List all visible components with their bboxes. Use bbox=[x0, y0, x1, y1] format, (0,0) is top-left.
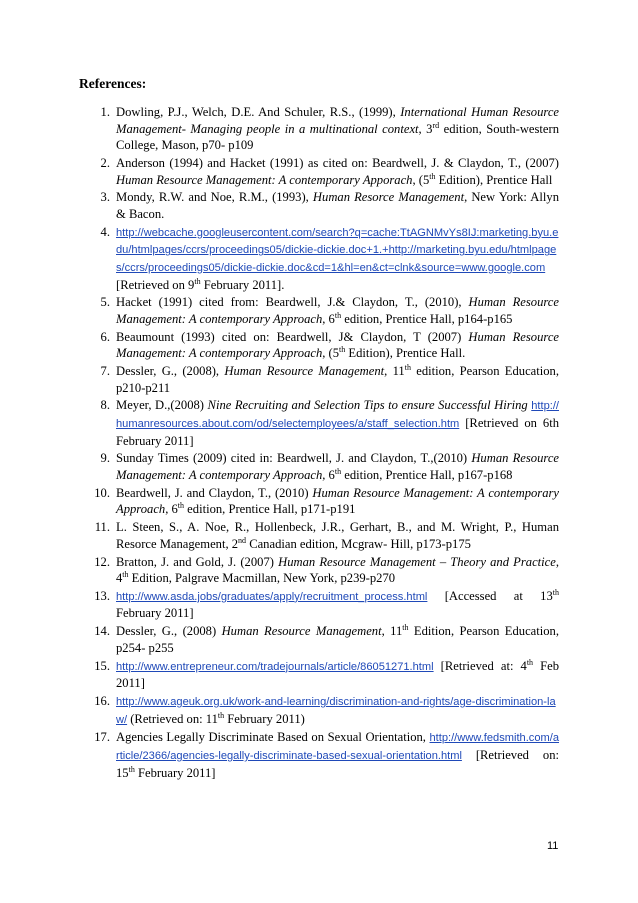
reference-text: edition, Prentice Hall, p167-p168 bbox=[341, 467, 513, 482]
reference-text: edition, Prentice Hall, p171-p191 bbox=[184, 502, 356, 517]
reference-text: , 4 bbox=[116, 554, 559, 586]
reference-text: Canadian edition, Mcgraw- Hill, p173-p175 bbox=[246, 536, 471, 551]
reference-text: [Retrieved at: 4 bbox=[433, 658, 527, 673]
reference-text: Hacket (1991) cited from: Beardwell, J.& Claydon, T., (2010), bbox=[116, 295, 469, 310]
ordinal-suffix: rd bbox=[432, 120, 440, 130]
reference-number: 14. bbox=[94, 624, 110, 639]
reference-number: 13. bbox=[94, 588, 110, 603]
reference-text: (Retrieved on: 11 bbox=[127, 711, 218, 726]
reference-text: edition, South-western College, Mason, p70- p109 bbox=[116, 121, 559, 153]
reference-text: [Retrieved on 9 bbox=[116, 277, 195, 292]
ordinal-suffix: th bbox=[339, 345, 346, 355]
reference-text: Sunday Times (2009) cited in: Beardwell, J. and Claydon, T.,(2010) bbox=[116, 451, 472, 466]
reference-text: Beaumount (1993) cited on: Beardwell, J& Claydon, T (2007) bbox=[116, 329, 469, 344]
reference-text: , 3 bbox=[418, 121, 433, 136]
reference-text: Dessler, G., (2008) bbox=[116, 624, 222, 639]
reference-title: Human Resource Management: A contemporary Approach, bbox=[116, 451, 560, 482]
reference-item bbox=[79, 554, 559, 587]
reference-text: [Accessed at 13 bbox=[427, 588, 553, 603]
reference-number: 15. bbox=[94, 658, 110, 673]
reference-title: Nine Recruiting and Selection Tips to ensure Successful Hiring bbox=[207, 398, 528, 413]
reference-text: Dowling, P.J., Welch, D.E. And Schuler, R.S., (1999), bbox=[116, 105, 401, 119]
reference-title: Human Resorce Management bbox=[312, 190, 465, 205]
reference-text: , 6 bbox=[165, 502, 178, 517]
ordinal-suffix: th bbox=[122, 569, 129, 579]
reference-text: February 2011] bbox=[116, 606, 194, 621]
references-heading: References: bbox=[79, 76, 147, 91]
reference-item bbox=[79, 588, 559, 622]
reference-item bbox=[79, 693, 559, 728]
page-number: 11 bbox=[547, 840, 559, 852]
ordinal-suffix: th bbox=[334, 466, 342, 476]
reference-list bbox=[79, 104, 559, 782]
reference-text: 6 bbox=[325, 467, 335, 482]
reference-link[interactable]: http://www.entrepreneur.com/tradejournals/article/86051271.html bbox=[116, 660, 434, 673]
ordinal-suffix: th bbox=[334, 310, 342, 320]
reference-title: Human Resource Management: A contemporary Apporach bbox=[116, 172, 413, 187]
reference-number: 7. bbox=[100, 364, 110, 379]
ordinal-suffix: th bbox=[404, 362, 411, 372]
reference-text: edition, Prentice Hall, p164-p165 bbox=[341, 311, 513, 326]
reference-item bbox=[79, 485, 559, 518]
reference-title: Human Resource Management: A contemporary Approach bbox=[116, 329, 560, 361]
reference-text: Anderson (1994) and Hacket (1991) as cited on: Beardwell, J. & Claydon, T., (2007) bbox=[116, 155, 559, 170]
reference-number: 5. bbox=[100, 295, 110, 310]
ordinal-suffix: th bbox=[128, 764, 135, 774]
reference-title: Human Resource Management: A contemporary Approach bbox=[116, 485, 559, 517]
reference-text: , 11 bbox=[384, 364, 405, 379]
reference-number: 3. bbox=[100, 190, 110, 205]
reference-item bbox=[79, 397, 559, 449]
reference-text: , 6 bbox=[322, 311, 335, 326]
reference-item bbox=[79, 155, 559, 188]
reference-number: 11. bbox=[94, 520, 110, 535]
reference-link[interactable]: http://humanresources.about.com/od/selectemployees/a/staff_selection.htm bbox=[116, 400, 560, 430]
reference-link[interactable]: http://www.ageuk.org.uk/work-and-learning/discrimination-and-rights/age-discrimination-law/ bbox=[116, 696, 556, 726]
reference-text: Edition, Palgrave Macmillan, New York, p239-p270 bbox=[128, 571, 396, 586]
ordinal-suffix: th bbox=[177, 501, 185, 511]
ordinal-suffix: th bbox=[429, 171, 436, 181]
ordinal-suffix: th bbox=[194, 276, 201, 286]
reference-number: 8. bbox=[100, 398, 110, 413]
reference-number: 12. bbox=[94, 554, 110, 569]
reference-text: Bratton, J. and Gold, J. (2007) bbox=[116, 554, 279, 569]
reference-item bbox=[79, 294, 559, 327]
reference-item bbox=[79, 658, 559, 692]
reference-text: Meyer, D.,(2008) bbox=[116, 398, 208, 413]
reference-text: , New York: Allyn & Bacon. bbox=[116, 190, 559, 221]
reference-text: [Retrieved on: 15 bbox=[116, 747, 559, 780]
reference-item bbox=[79, 363, 559, 396]
reference-text: February 2011) bbox=[224, 711, 305, 726]
reference-item bbox=[79, 623, 559, 656]
reference-text: February 2011]. bbox=[200, 277, 285, 292]
reference-text: Edition, Pearson Education, p254- p255 bbox=[116, 624, 559, 655]
reference-number: 4. bbox=[100, 224, 110, 239]
ordinal-suffix: th bbox=[402, 623, 409, 633]
reference-link[interactable]: http://www.fedsmith.com/article/2366/agencies-legally-discriminate-based-sexual-orientation.html bbox=[116, 732, 559, 762]
reference-text: Dessler, G., (2008), bbox=[116, 364, 225, 379]
reference-text: Mondy, R.W. and Noe, R.M., (1993), bbox=[116, 190, 313, 205]
reference-item bbox=[79, 519, 559, 552]
reference-text: edition, Pearson Education, p210-p211 bbox=[116, 364, 559, 395]
reference-number: 9. bbox=[100, 451, 110, 466]
reference-text: Agencies Legally Discriminate Based on Sexual Orientation, bbox=[116, 730, 430, 745]
reference-text: , (5 bbox=[322, 346, 340, 361]
reference-item bbox=[79, 224, 559, 293]
reference-text: [Retrieved on 6th February 2011] bbox=[116, 416, 559, 448]
reference-number: 6. bbox=[100, 329, 110, 344]
reference-number: 1. bbox=[100, 105, 110, 119]
reference-item bbox=[79, 450, 559, 483]
ordinal-suffix: th bbox=[217, 710, 225, 720]
reference-item bbox=[79, 329, 559, 362]
reference-number: 2. bbox=[100, 155, 110, 170]
reference-link[interactable]: http://www.asda.jobs/graduates/apply/recruitment_process.html bbox=[116, 590, 428, 603]
reference-number: 17. bbox=[94, 730, 110, 745]
reference-item bbox=[79, 104, 559, 154]
reference-title: Human Resource Management: A contemporary Approach bbox=[116, 295, 559, 326]
reference-text: Feb 2011] bbox=[116, 658, 559, 691]
reference-text: Edition), Prentice Hall bbox=[435, 172, 553, 187]
reference-text: February 2011] bbox=[134, 765, 216, 780]
reference-text: Edition), Prentice Hall. bbox=[345, 346, 466, 361]
reference-number: 10. bbox=[94, 485, 110, 500]
reference-link[interactable]: http://webcache.googleusercontent.com/search?q=cache:TtAGNMvYs8IJ:marketing.byu.edu/htmlpages/ccrs/proceedings05/dickie-dickie.doc+1.+http://marketing.byu.edu/htmlpages/ccrs/proceedings05/dickie-dickie.doc&cd=1&hl=en&ct=clnk&source=www.google.com bbox=[116, 226, 559, 274]
reference-title: Human Resource Management – Theory and Practice bbox=[278, 554, 556, 569]
reference-item bbox=[79, 729, 559, 781]
reference-title: Human Resource Management bbox=[221, 624, 382, 639]
reference-text: , (5 bbox=[412, 172, 430, 187]
reference-text: Beardwell, J. and Claydon, T., (2010) bbox=[116, 485, 313, 500]
ordinal-suffix: th bbox=[552, 587, 559, 597]
reference-title: International Human Resource Management- Managing people in a multinational context bbox=[116, 105, 560, 136]
reference-number: 16. bbox=[94, 694, 110, 708]
reference-text: , 11 bbox=[381, 624, 403, 639]
reference-item bbox=[79, 189, 559, 222]
reference-text: L. Steen, S., A. Noe, R., Hollenbeck, J.R., Gerhart, B., and M. Wright, P., Human Resorce Management, 2 bbox=[116, 520, 559, 551]
reference-title: Human Resource Management bbox=[224, 364, 385, 379]
ordinal-suffix: th bbox=[526, 657, 534, 667]
ordinal-suffix: nd bbox=[238, 535, 247, 545]
